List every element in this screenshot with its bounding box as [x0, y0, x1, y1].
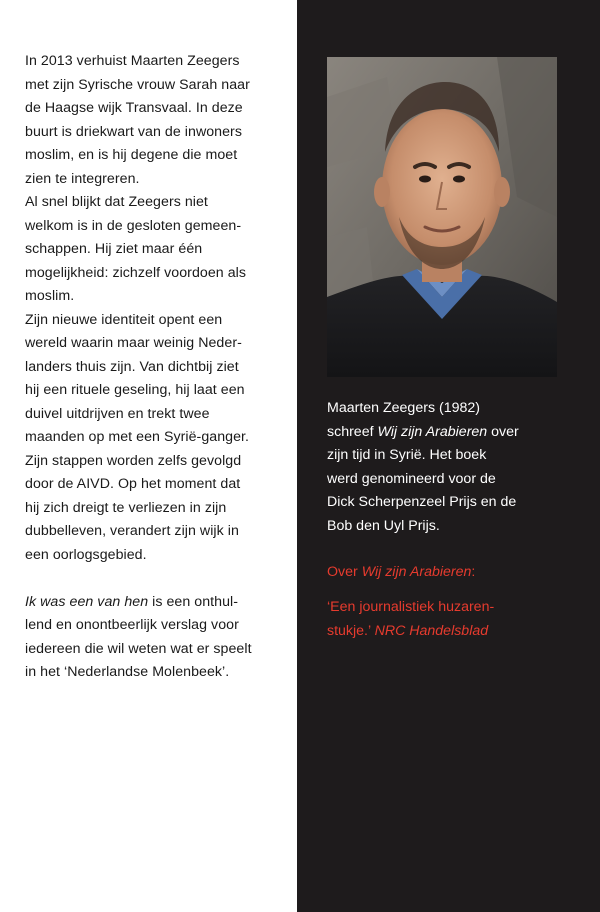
blurb-line: lend en onontbeerlijk verslag voor: [25, 617, 239, 633]
author-bio: [327, 397, 582, 538]
blurb-line: schappen. Hij ziet maar één: [25, 241, 203, 257]
blurb-line: Zijn nieuwe identiteit opent een: [25, 311, 223, 328]
blurb-line: mogelijkheid: zichzelf voordoen als: [25, 264, 246, 281]
blurb-text: [25, 50, 275, 685]
blurb-line: maanden op met een Syrië-ganger.: [25, 429, 250, 445]
blurb-line: dubbelleven, verandert zijn wijk in: [25, 523, 239, 539]
blurb-line: in het ‘Nederlandse Molenbeek’.: [25, 664, 230, 680]
blurb-line: hij zich dreigt te verliezen in zijn: [25, 499, 227, 516]
review-heading-fragment: :: [471, 564, 476, 580]
bio-line: werd genomineerd voor de: [327, 470, 496, 487]
blurb-line: een oorlogsgebied.: [25, 546, 147, 563]
blurb-text-fragment: is een onthul-: [148, 593, 239, 610]
blurb-line: [25, 591, 275, 615]
blurb-line: de Haagse wijk Transvaal. In deze: [25, 100, 243, 116]
blurb-line: zien te integreren.: [25, 170, 140, 187]
blurb-line: hij een rituele geseling, hij laat een: [25, 382, 245, 398]
blurb-paragraph-2: [25, 191, 275, 309]
blurb-paragraph-1: [25, 50, 275, 191]
blurb-line: buurt is driekwart van de inwoners: [25, 123, 242, 140]
blurb-line: door de AIVD. Op het moment dat: [25, 476, 241, 492]
bio-line: zijn tijd in Syrië. Het boek: [327, 447, 487, 463]
blurb-line: landers thuis zijn. Van dichtbij ziet: [25, 358, 239, 375]
quote-line: ‘Een journalistiek huzaren-: [327, 599, 495, 615]
blurb-line: met zijn Syrische vrouw Sarah naar: [25, 76, 250, 93]
blurb-line: Zijn stappen worden zelfs gevolgd: [25, 452, 242, 469]
review-book-title: Wij zijn Arabieren: [361, 564, 472, 580]
blurb-line: In 2013 verhuist Maarten Zeegers: [25, 53, 240, 69]
author-portrait-image: [327, 57, 557, 377]
blurb-line: moslim.: [25, 288, 75, 304]
bio-line: Bob den Uyl Prijs.: [327, 517, 440, 534]
bio-text-fragment: schreef: [327, 423, 378, 440]
quote-line: [327, 620, 582, 644]
blurb-line: iedereen die wil weten wat er speelt: [25, 640, 252, 657]
bio-text-fragment: over: [487, 423, 519, 440]
blurb-line: Al snel blijkt dat Zeegers niet: [25, 194, 208, 210]
bio-line: Maarten Zeegers (1982): [327, 400, 480, 416]
blurb-line: wereld waarin maar weinig Neder-: [25, 335, 242, 351]
blurb-line: moslim, en is hij degene die moet: [25, 147, 238, 163]
review-quote: [327, 596, 582, 643]
bio-line: [327, 421, 582, 445]
other-book-title: Wij zijn Arabieren: [377, 423, 488, 440]
blurb-line: duivel uitdrijven en trekt twee: [25, 405, 210, 422]
quote-source: NRC Handelsblad: [374, 622, 489, 639]
bio-line: Dick Scherpenzeel Prijs en de: [327, 494, 517, 510]
author-photo: [327, 57, 557, 377]
blurb-paragraph-3: [25, 309, 275, 568]
quote-text-fragment: stukje.’: [327, 622, 375, 639]
blurb-line: welkom is in de gesloten gemeen-: [25, 217, 242, 234]
book-title: Ik was een van hen: [25, 593, 149, 610]
review-heading: [327, 561, 582, 585]
blurb-paragraph-4: [25, 591, 275, 685]
review-heading-fragment: Over: [327, 564, 362, 580]
